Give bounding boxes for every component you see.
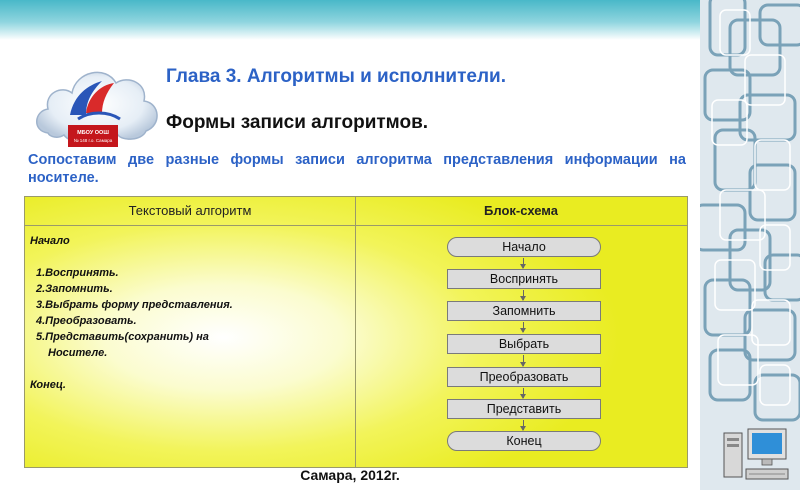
- chapter-title: Глава 3. Алгоритмы и исполнители.: [166, 66, 507, 87]
- logo-line2: № 148 г.о. Самара: [73, 138, 113, 143]
- algorithm-line: [30, 249, 233, 265]
- flow-arrow: [523, 290, 524, 300]
- col-header-text-algorithm: Текстовый алгоритм: [128, 203, 252, 218]
- algorithm-step: 1.Воспринять.: [36, 267, 119, 279]
- flow-step-node: Представить: [447, 399, 601, 419]
- comparison-table: [24, 196, 688, 468]
- algorithm-step: 4.Преобразовать.: [36, 315, 137, 327]
- flow-arrow: [523, 388, 524, 398]
- algorithm-line: Конец.: [30, 379, 66, 391]
- flow-arrow: [523, 322, 524, 332]
- flow-end-node: Конец: [447, 431, 601, 451]
- flow-step-node: Воспринять: [447, 269, 601, 289]
- algorithm-step: 2.Запомнить.: [36, 283, 113, 295]
- flowchart: [355, 225, 687, 467]
- algorithm-step: 5.Представить(сохранить) на: [36, 331, 209, 343]
- logo-line1: МБОУ ООШ: [77, 130, 109, 136]
- logo-plaque: [68, 125, 118, 147]
- algorithm-step: Носителе.: [48, 347, 108, 359]
- text-algorithm: [30, 233, 233, 393]
- computer-icon: [722, 425, 792, 485]
- algorithm-step: 3.Выбрать форму представления.: [36, 299, 233, 311]
- footer: [0, 467, 700, 483]
- flow-step-node: Выбрать: [447, 334, 601, 354]
- footer-year: 2012г.: [360, 467, 400, 483]
- col-header-flowchart: Блок-схема: [484, 203, 558, 218]
- flow-arrow: [523, 355, 524, 366]
- flow-arrow: [523, 420, 524, 430]
- slide-subtitle: Формы записи алгоритмов.: [166, 112, 429, 133]
- flow-step-node: Преобразовать: [447, 367, 601, 387]
- footer-city: Самара,: [300, 467, 361, 483]
- algorithm-line: Начало: [30, 235, 70, 247]
- intro-text: Сопоставим две разные формы записи алгоритма представления информации на носителе.: [28, 152, 686, 186]
- school-logo: [30, 55, 165, 155]
- algorithm-line: [30, 361, 233, 377]
- flow-start-node: Начало: [447, 237, 601, 257]
- top-banner: [0, 0, 700, 40]
- circuit-pattern: [700, 0, 800, 490]
- circuit-pattern-panel: [700, 0, 800, 490]
- flow-step-node: Запомнить: [447, 301, 601, 321]
- flow-arrow: [523, 258, 524, 268]
